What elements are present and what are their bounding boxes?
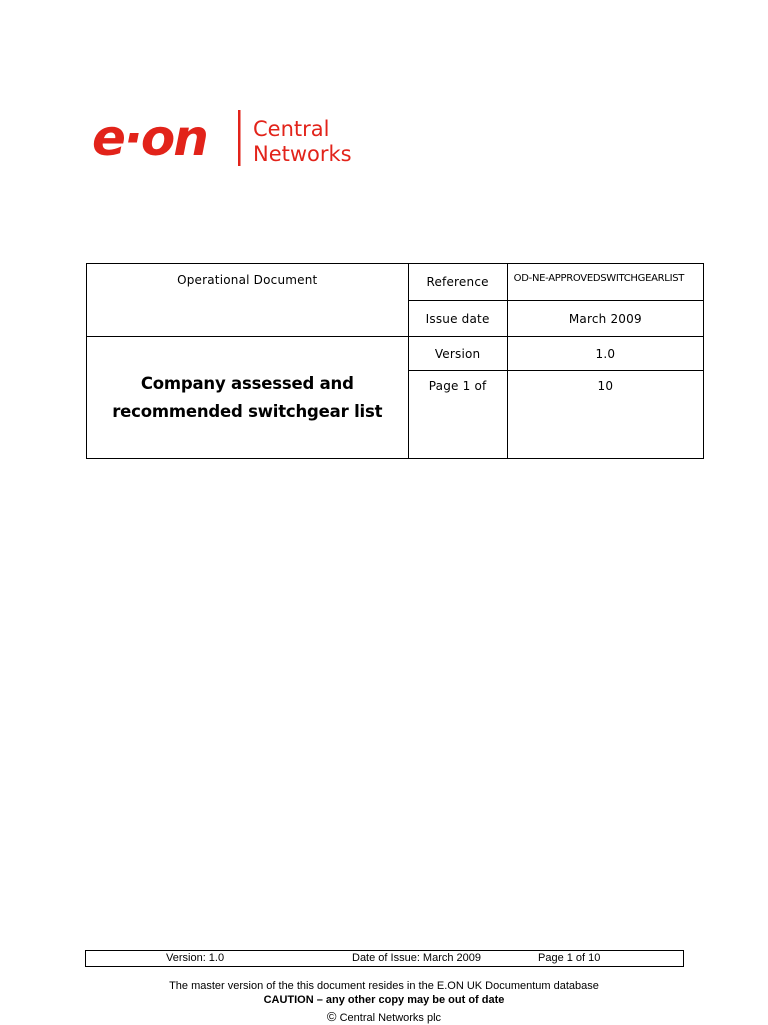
version-label: Version (408, 337, 507, 371)
logo-sub-line1: Central (253, 117, 330, 141)
page-value: 10 (597, 379, 614, 393)
issue-date-label: Issue date (408, 301, 507, 337)
footer-date-of-issue: Date of Issue: March 2009 (352, 952, 482, 964)
version-value: 1.0 (507, 337, 703, 371)
document-header-table (86, 263, 704, 459)
logo-divider (238, 110, 241, 166)
copyright-holder: Central Networks plc (339, 1012, 442, 1024)
footer-notice (0, 979, 768, 1025)
reference-value: OD-NE-APPROVEDSWITCHGEARLIST (513, 273, 685, 284)
reference-value-cell (507, 264, 703, 301)
footer-caution: CAUTION – any other copy may be out of date (263, 994, 505, 1006)
footer-info-box (85, 950, 684, 967)
copyright-symbol: © (326, 1009, 337, 1024)
document-title-cell (87, 337, 409, 459)
document-title-line2: recommended switchgear list (112, 401, 383, 421)
footer-version: Version: 1.0 (166, 952, 225, 964)
doc-type-cell (87, 264, 409, 337)
logo-sub-line2: Networks (253, 142, 352, 166)
footer-master-note: The master version of the this document resides in the E.ON UK Documentum database (169, 980, 599, 992)
logo-brand-text: e·on (92, 109, 207, 167)
issue-date-value: March 2009 (507, 301, 703, 337)
footer-copyright (0, 1010, 768, 1025)
logo-graphic (92, 108, 362, 172)
reference-label: Reference (408, 264, 507, 301)
page-value-cell (507, 371, 703, 459)
page-label: Page 1 of (428, 379, 487, 393)
footer-page-number: Page 1 of 10 (538, 952, 601, 964)
document-title-line1: Company assessed and (140, 373, 354, 393)
eon-central-networks-logo (92, 108, 362, 172)
doc-type-text: Operational Document (177, 273, 318, 287)
page-label-cell (408, 371, 507, 459)
